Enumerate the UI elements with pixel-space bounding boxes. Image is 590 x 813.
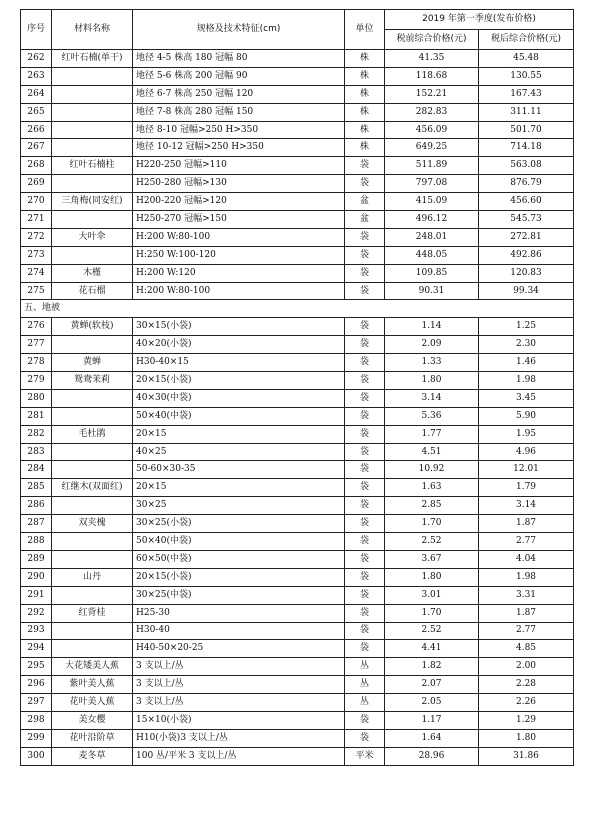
- cell-post-tax: 4.96: [479, 443, 574, 461]
- cell-pre-tax: 1.33: [385, 354, 479, 372]
- table-row: [21, 604, 574, 622]
- table-row: [21, 103, 574, 121]
- cell-pre-tax: 3.14: [385, 389, 479, 407]
- cell-spec: H220-250 冠幅>110: [133, 157, 345, 175]
- table-row: [21, 193, 574, 211]
- cell-post-tax: 167.43: [479, 85, 574, 103]
- cell-no: 281: [21, 407, 52, 425]
- cell-post-tax: 2.30: [479, 336, 574, 354]
- table-row: [21, 533, 574, 551]
- table-row: [21, 336, 574, 354]
- cell-post-tax: 2.77: [479, 622, 574, 640]
- cell-post-tax: 3.45: [479, 389, 574, 407]
- cell-no: 287: [21, 515, 52, 533]
- cell-pre-tax: 109.85: [385, 264, 479, 282]
- cell-no: 300: [21, 747, 52, 765]
- cell-pre-tax: 1.70: [385, 604, 479, 622]
- cell-post-tax: 1.29: [479, 711, 574, 729]
- cell-post-tax: 4.85: [479, 640, 574, 658]
- cell-unit: 株: [345, 139, 385, 157]
- table-row: [21, 246, 574, 264]
- cell-pre-tax: 456.09: [385, 121, 479, 139]
- cell-unit: 袋: [345, 568, 385, 586]
- cell-unit: 株: [345, 103, 385, 121]
- cell-unit: 丛: [345, 658, 385, 676]
- cell-name: 黄蝉: [52, 354, 133, 372]
- cell-no: 298: [21, 711, 52, 729]
- cell-name: [52, 175, 133, 193]
- cell-spec: H:200 W:120: [133, 264, 345, 282]
- cell-post-tax: 4.04: [479, 550, 574, 568]
- table-body: [21, 50, 574, 766]
- cell-name: [52, 336, 133, 354]
- cell-post-tax: 1.98: [479, 372, 574, 390]
- table-row: [21, 694, 574, 712]
- cell-pre-tax: 797.08: [385, 175, 479, 193]
- cell-spec: H10(小袋)3 支以上/丛: [133, 729, 345, 747]
- cell-post-tax: 1.98: [479, 568, 574, 586]
- cell-pre-tax: 90.31: [385, 282, 479, 300]
- table-row: [21, 67, 574, 85]
- cell-unit: 袋: [345, 479, 385, 497]
- cell-post-tax: 272.81: [479, 228, 574, 246]
- cell-unit: 袋: [345, 497, 385, 515]
- cell-name: [52, 586, 133, 604]
- cell-no: 290: [21, 568, 52, 586]
- cell-name: [52, 211, 133, 229]
- header-post-tax: 税后综合价格(元): [479, 30, 574, 50]
- cell-spec: 地径 5-6 株高 200 冠幅 90: [133, 67, 345, 85]
- cell-no: 288: [21, 533, 52, 551]
- cell-name: 黄蝉(软枝): [52, 318, 133, 336]
- cell-unit: 株: [345, 85, 385, 103]
- cell-pre-tax: 3.01: [385, 586, 479, 604]
- cell-post-tax: 99.34: [479, 282, 574, 300]
- cell-name: 红叶石楠柱: [52, 157, 133, 175]
- cell-spec: 地径 4-5 株高 180 冠幅 80: [133, 50, 345, 68]
- cell-post-tax: 2.28: [479, 676, 574, 694]
- cell-spec: 3 支以上/丛: [133, 676, 345, 694]
- cell-pre-tax: 28.96: [385, 747, 479, 765]
- cell-unit: 袋: [345, 729, 385, 747]
- table-row: [21, 85, 574, 103]
- cell-pre-tax: 4.51: [385, 443, 479, 461]
- cell-name: 木槿: [52, 264, 133, 282]
- cell-spec: H200-220 冠幅>120: [133, 193, 345, 211]
- cell-name: [52, 407, 133, 425]
- cell-pre-tax: 2.52: [385, 622, 479, 640]
- table-row: [21, 354, 574, 372]
- cell-spec: 20×15(小袋): [133, 372, 345, 390]
- cell-no: 279: [21, 372, 52, 390]
- cell-no: 289: [21, 550, 52, 568]
- cell-post-tax: 501.70: [479, 121, 574, 139]
- cell-no: 271: [21, 211, 52, 229]
- cell-unit: 袋: [345, 711, 385, 729]
- cell-pre-tax: 10.92: [385, 461, 479, 479]
- cell-post-tax: 311.11: [479, 103, 574, 121]
- cell-no: 283: [21, 443, 52, 461]
- cell-name: [52, 461, 133, 479]
- header-pre-tax: 税前综合价格(元): [385, 30, 479, 50]
- cell-name: [52, 640, 133, 658]
- cell-name: 花叶美人蕉: [52, 694, 133, 712]
- cell-no: 284: [21, 461, 52, 479]
- cell-unit: 株: [345, 67, 385, 85]
- header-unit: 单位: [345, 10, 385, 50]
- cell-no: 295: [21, 658, 52, 676]
- cell-name: [52, 85, 133, 103]
- cell-unit: 袋: [345, 550, 385, 568]
- cell-no: 278: [21, 354, 52, 372]
- table-row: [21, 497, 574, 515]
- table-row: [21, 676, 574, 694]
- cell-no: 276: [21, 318, 52, 336]
- header-no: 序号: [21, 10, 52, 50]
- cell-spec: H:250 W:100-120: [133, 246, 345, 264]
- cell-unit: 丛: [345, 694, 385, 712]
- cell-pre-tax: 1.80: [385, 372, 479, 390]
- cell-pre-tax: 4.41: [385, 640, 479, 658]
- cell-unit: 袋: [345, 533, 385, 551]
- cell-name: 红叶石楠(单干): [52, 50, 133, 68]
- table-row: [21, 282, 574, 300]
- table-row: [21, 372, 574, 390]
- table-row: [21, 443, 574, 461]
- cell-unit: 株: [345, 121, 385, 139]
- cell-no: 262: [21, 50, 52, 68]
- cell-spec: 60×50(中袋): [133, 550, 345, 568]
- cell-post-tax: 1.87: [479, 604, 574, 622]
- table-row: [21, 211, 574, 229]
- cell-no: 285: [21, 479, 52, 497]
- cell-unit: 株: [345, 50, 385, 68]
- table-row: [21, 157, 574, 175]
- cell-spec: H30-40: [133, 622, 345, 640]
- cell-spec: 30×25(小袋): [133, 515, 345, 533]
- cell-name: [52, 497, 133, 515]
- cell-name: [52, 67, 133, 85]
- cell-post-tax: 2.77: [479, 533, 574, 551]
- table-row: [21, 568, 574, 586]
- cell-unit: 平米: [345, 747, 385, 765]
- cell-unit: 袋: [345, 372, 385, 390]
- cell-pre-tax: 1.80: [385, 568, 479, 586]
- cell-spec: 50×40(中袋): [133, 533, 345, 551]
- cell-post-tax: 2.00: [479, 658, 574, 676]
- cell-pre-tax: 511.89: [385, 157, 479, 175]
- cell-post-tax: 31.86: [479, 747, 574, 765]
- cell-pre-tax: 248.01: [385, 228, 479, 246]
- cell-no: 266: [21, 121, 52, 139]
- cell-name: 大花矮美人蕉: [52, 658, 133, 676]
- table-row: [21, 515, 574, 533]
- cell-no: 275: [21, 282, 52, 300]
- cell-no: 277: [21, 336, 52, 354]
- cell-spec: 3 支以上/丛: [133, 694, 345, 712]
- cell-spec: 20×15(小袋): [133, 568, 345, 586]
- cell-name: 红背桂: [52, 604, 133, 622]
- cell-unit: 袋: [345, 228, 385, 246]
- header-period: 2019 年第一季度(发布价格): [385, 10, 574, 30]
- section-row: [21, 300, 574, 318]
- cell-pre-tax: 448.05: [385, 246, 479, 264]
- cell-spec: H:200 W:80-100: [133, 282, 345, 300]
- cell-unit: 袋: [345, 246, 385, 264]
- cell-pre-tax: 282.83: [385, 103, 479, 121]
- cell-unit: 袋: [345, 640, 385, 658]
- cell-name: 美女樱: [52, 711, 133, 729]
- price-table-container: [20, 9, 573, 766]
- cell-pre-tax: 152.21: [385, 85, 479, 103]
- cell-no: 294: [21, 640, 52, 658]
- cell-unit: 袋: [345, 264, 385, 282]
- cell-spec: 地径 7-8 株高 280 冠幅 150: [133, 103, 345, 121]
- cell-post-tax: 2.26: [479, 694, 574, 712]
- table-row: [21, 389, 574, 407]
- cell-pre-tax: 118.68: [385, 67, 479, 85]
- table-row: [21, 121, 574, 139]
- cell-no: 296: [21, 676, 52, 694]
- cell-unit: 袋: [345, 282, 385, 300]
- cell-unit: 丛: [345, 676, 385, 694]
- cell-pre-tax: 2.52: [385, 533, 479, 551]
- cell-no: 274: [21, 264, 52, 282]
- cell-unit: 袋: [345, 354, 385, 372]
- cell-name: [52, 533, 133, 551]
- table-row: [21, 175, 574, 193]
- cell-post-tax: 130.55: [479, 67, 574, 85]
- cell-name: 麦冬草: [52, 747, 133, 765]
- cell-no: 268: [21, 157, 52, 175]
- cell-spec: 50-60×30-35: [133, 461, 345, 479]
- cell-pre-tax: 2.09: [385, 336, 479, 354]
- cell-name: 双夹槐: [52, 515, 133, 533]
- table-row: [21, 586, 574, 604]
- cell-spec: 100 丛/平米 3 支以上/丛: [133, 747, 345, 765]
- cell-no: 293: [21, 622, 52, 640]
- cell-unit: 盆: [345, 211, 385, 229]
- cell-pre-tax: 1.82: [385, 658, 479, 676]
- table-row: [21, 264, 574, 282]
- cell-unit: 袋: [345, 622, 385, 640]
- cell-post-tax: 1.46: [479, 354, 574, 372]
- cell-no: 264: [21, 85, 52, 103]
- cell-no: 282: [21, 425, 52, 443]
- table-row: [21, 640, 574, 658]
- cell-name: [52, 121, 133, 139]
- cell-spec: H250-280 冠幅>130: [133, 175, 345, 193]
- table-row: [21, 658, 574, 676]
- cell-spec: 30×25(中袋): [133, 586, 345, 604]
- cell-post-tax: 3.31: [479, 586, 574, 604]
- cell-unit: 袋: [345, 604, 385, 622]
- cell-no: 273: [21, 246, 52, 264]
- cell-unit: 袋: [345, 515, 385, 533]
- cell-post-tax: 456.60: [479, 193, 574, 211]
- cell-name: 鸳鸯茉莉: [52, 372, 133, 390]
- cell-name: 花石榴: [52, 282, 133, 300]
- cell-post-tax: 45.48: [479, 50, 574, 68]
- cell-unit: 袋: [345, 425, 385, 443]
- cell-post-tax: 1.87: [479, 515, 574, 533]
- cell-spec: 40×20(小袋): [133, 336, 345, 354]
- cell-pre-tax: 41.35: [385, 50, 479, 68]
- cell-post-tax: 120.83: [479, 264, 574, 282]
- cell-unit: 袋: [345, 157, 385, 175]
- table-row: [21, 50, 574, 68]
- cell-name: [52, 622, 133, 640]
- cell-name: 山丹: [52, 568, 133, 586]
- cell-post-tax: 1.80: [479, 729, 574, 747]
- table-row: [21, 318, 574, 336]
- cell-spec: 30×25: [133, 497, 345, 515]
- cell-spec: 20×15: [133, 479, 345, 497]
- cell-no: 292: [21, 604, 52, 622]
- cell-spec: 30×15(小袋): [133, 318, 345, 336]
- cell-no: 270: [21, 193, 52, 211]
- cell-spec: 50×40(中袋): [133, 407, 345, 425]
- cell-spec: H30-40×15: [133, 354, 345, 372]
- table-row: [21, 139, 574, 157]
- cell-post-tax: 876.79: [479, 175, 574, 193]
- cell-spec: 20×15: [133, 425, 345, 443]
- cell-name: [52, 443, 133, 461]
- cell-unit: 袋: [345, 389, 385, 407]
- cell-no: 297: [21, 694, 52, 712]
- cell-post-tax: 3.14: [479, 497, 574, 515]
- cell-pre-tax: 2.05: [385, 694, 479, 712]
- table-row: [21, 550, 574, 568]
- cell-pre-tax: 2.07: [385, 676, 479, 694]
- cell-spec: H25-30: [133, 604, 345, 622]
- cell-pre-tax: 1.64: [385, 729, 479, 747]
- cell-pre-tax: 1.63: [385, 479, 479, 497]
- cell-name: [52, 550, 133, 568]
- cell-spec: 40×30(中袋): [133, 389, 345, 407]
- cell-pre-tax: 496.12: [385, 211, 479, 229]
- cell-pre-tax: 3.67: [385, 550, 479, 568]
- cell-name: 红继木(双面红): [52, 479, 133, 497]
- cell-pre-tax: 415.09: [385, 193, 479, 211]
- cell-spec: 3 支以上/丛: [133, 658, 345, 676]
- cell-post-tax: 1.95: [479, 425, 574, 443]
- cell-spec: 地径 10-12 冠幅>250 H>350: [133, 139, 345, 157]
- table-row: [21, 425, 574, 443]
- cell-name: 花叶沿阶草: [52, 729, 133, 747]
- table-row: [21, 747, 574, 765]
- cell-name: [52, 389, 133, 407]
- cell-unit: 袋: [345, 443, 385, 461]
- cell-post-tax: 5.90: [479, 407, 574, 425]
- cell-no: 299: [21, 729, 52, 747]
- table-row: [21, 622, 574, 640]
- cell-no: 263: [21, 67, 52, 85]
- cell-pre-tax: 649.25: [385, 139, 479, 157]
- header-name: 材料名称: [52, 10, 133, 50]
- cell-no: 265: [21, 103, 52, 121]
- header-row: [21, 10, 574, 30]
- header-spec: 规格及技术特征(cm): [133, 10, 345, 50]
- cell-unit: 袋: [345, 175, 385, 193]
- section-title: 五、地被: [21, 300, 574, 318]
- table-row: [21, 711, 574, 729]
- cell-spec: 15×10(小袋): [133, 711, 345, 729]
- cell-unit: 盆: [345, 193, 385, 211]
- cell-pre-tax: 1.70: [385, 515, 479, 533]
- table-row: [21, 407, 574, 425]
- cell-no: 280: [21, 389, 52, 407]
- cell-unit: 袋: [345, 461, 385, 479]
- table-row: [21, 228, 574, 246]
- cell-post-tax: 545.73: [479, 211, 574, 229]
- cell-no: 267: [21, 139, 52, 157]
- cell-post-tax: 1.79: [479, 479, 574, 497]
- cell-post-tax: 1.25: [479, 318, 574, 336]
- cell-unit: 袋: [345, 336, 385, 354]
- price-table: [20, 9, 574, 766]
- table-row: [21, 729, 574, 747]
- cell-unit: 袋: [345, 586, 385, 604]
- cell-pre-tax: 1.77: [385, 425, 479, 443]
- cell-no: 291: [21, 586, 52, 604]
- cell-unit: 袋: [345, 318, 385, 336]
- cell-spec: H40-50×20-25: [133, 640, 345, 658]
- cell-no: 272: [21, 228, 52, 246]
- cell-unit: 袋: [345, 407, 385, 425]
- cell-name: 大叶伞: [52, 228, 133, 246]
- cell-pre-tax: 5.36: [385, 407, 479, 425]
- table-row: [21, 479, 574, 497]
- cell-pre-tax: 2.85: [385, 497, 479, 515]
- cell-no: 286: [21, 497, 52, 515]
- cell-spec: 地径 6-7 株高 250 冠幅 120: [133, 85, 345, 103]
- cell-name: [52, 246, 133, 264]
- cell-post-tax: 492.86: [479, 246, 574, 264]
- cell-name: 紫叶美人蕉: [52, 676, 133, 694]
- cell-no: 269: [21, 175, 52, 193]
- cell-post-tax: 12.01: [479, 461, 574, 479]
- cell-spec: H:200 W:80-100: [133, 228, 345, 246]
- cell-name: [52, 103, 133, 121]
- cell-spec: 地径 8-10 冠幅>250 H>350: [133, 121, 345, 139]
- cell-spec: H250-270 冠幅>150: [133, 211, 345, 229]
- cell-pre-tax: 1.14: [385, 318, 479, 336]
- cell-post-tax: 714.18: [479, 139, 574, 157]
- table-row: [21, 461, 574, 479]
- cell-name: 毛杜鹃: [52, 425, 133, 443]
- cell-name: [52, 139, 133, 157]
- cell-pre-tax: 1.17: [385, 711, 479, 729]
- cell-spec: 40×25: [133, 443, 345, 461]
- cell-post-tax: 563.08: [479, 157, 574, 175]
- cell-name: 三角梅(同安红): [52, 193, 133, 211]
